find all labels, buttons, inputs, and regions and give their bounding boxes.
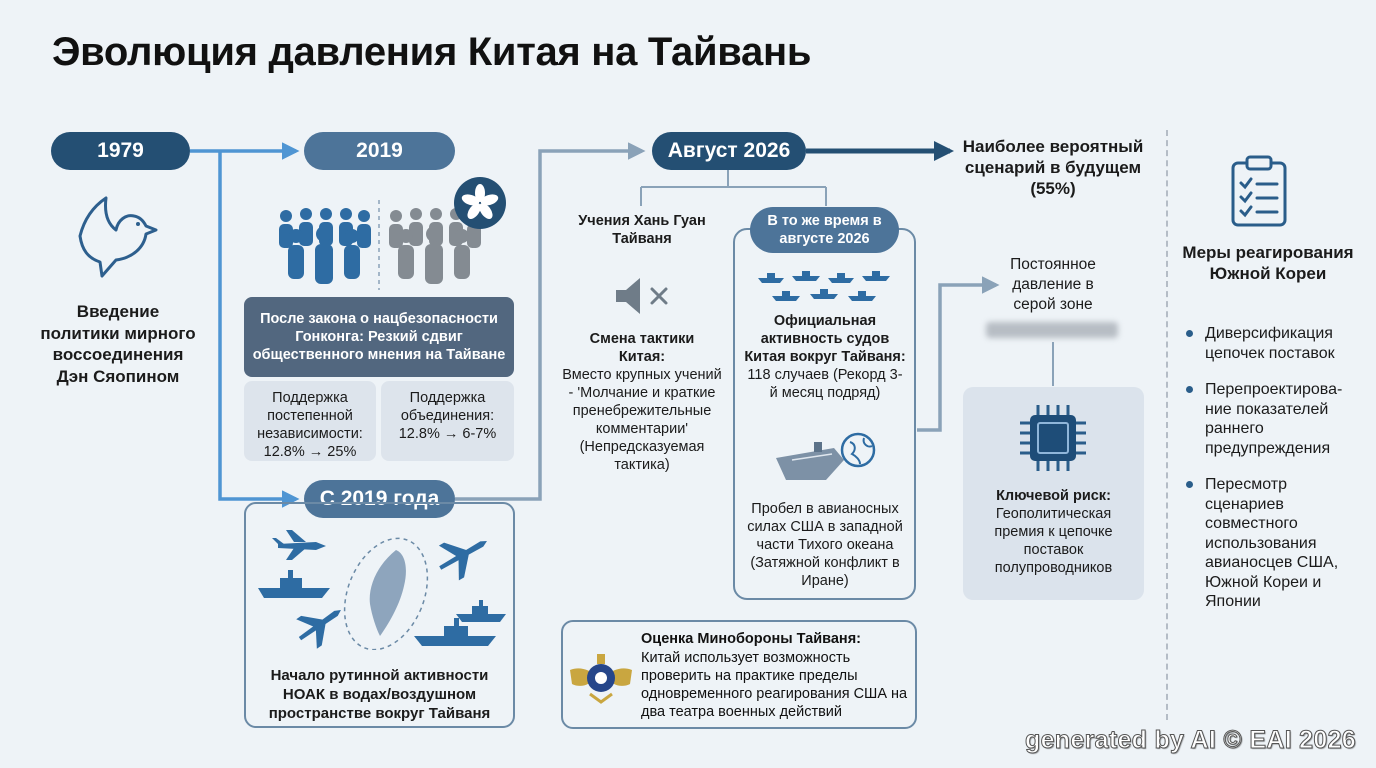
taiwan-island-icon [370, 550, 406, 636]
people-group-blue-icon [276, 204, 372, 288]
tactic-text: Вместо крупных учений - 'Молчание и краткие пренебрежительные комментарии' (Непредсказуемая тактика) [562, 367, 722, 473]
checklist-clipboard-icon [1230, 155, 1288, 227]
warship-icon [258, 570, 330, 598]
split-line [641, 170, 826, 206]
bullet-icon [1186, 386, 1193, 393]
gray-zone-text: Постоянное давление в серой зоне [1010, 256, 1096, 313]
dove-icon [74, 196, 160, 282]
mod-emblem-icon [566, 646, 636, 706]
warship-icon [414, 618, 496, 646]
list-item: Диверсификация цепочек поставок [1186, 324, 1366, 363]
year-2019-pill: 2019 [304, 132, 455, 170]
since-2019-pill: С 2019 года [304, 480, 455, 518]
page-title: Эволюция давления Китая на Тайвань [52, 30, 812, 74]
tactic-title: Смена тактики Китая: [589, 331, 695, 365]
year-1979-pill: 1979 [51, 132, 190, 170]
redacted-bar [986, 322, 1118, 338]
independence-stat-box: Поддержка постепенной независимости: 12.8% → 25% [244, 381, 376, 461]
airplane-icon [290, 595, 352, 650]
same-time-header: В то же время в августе 2026 [750, 207, 899, 253]
korea-measures-list [1186, 324, 1366, 629]
list-item: Пересмотр сценариев совместного использования авианосцев США, Южной Кореи и Японии [1186, 475, 1366, 612]
section-divider [1166, 130, 1168, 720]
vessels-text: 118 случаев (Рекорд 3-й месяц подряд) [747, 367, 903, 401]
muted-speaker-icon [612, 276, 672, 316]
hk-law-card: После закона о нацбезопасности Гонконга: Резкий сдвиг общественного мнения на Тайване [244, 297, 514, 377]
military-activity-icons [256, 520, 506, 650]
future-scenario-text: Наиболее вероятный сценарий в будущем (55%) [962, 137, 1144, 198]
watermark: generated by AI © EAI 2026 [1025, 726, 1356, 754]
carrier-gap-text: Пробел в авианосных силах США в западной части Тихого океана (Затяжной конфликт в Иране) [747, 501, 903, 589]
aircraft-carrier-icon [772, 430, 882, 486]
airplane-icon [430, 524, 497, 586]
policy-1979-text: Введение политики мирного воссоединения Дэн Сяопином [40, 302, 196, 386]
vessel-fleet-icon [754, 266, 894, 306]
hong-kong-flower-icon [453, 176, 507, 230]
vessels-title: Официальная активность судов Китая вокруг Тайваня: [744, 313, 906, 365]
aug-2026-pill: Август 2026 [652, 132, 806, 170]
bullet-icon [1186, 330, 1193, 337]
list-item: Перепроектирова-ние показателей раннего предупреждения [1186, 380, 1366, 458]
microchip-icon [1018, 403, 1088, 473]
pla-activity-text: Начало рутинной активности НОАК в водах/воздушном пространстве вокруг Тайваня [268, 667, 491, 722]
bullet-icon [1186, 481, 1193, 488]
key-risk-text: Геополитическая премия к цепочке поставок полупроводников [994, 506, 1113, 576]
mod-title: Оценка Минобороны Тайваня: [641, 631, 861, 647]
warship-icon [456, 600, 506, 622]
han-kuang-label: Учения Хань Гуан Тайваня [578, 213, 706, 247]
fighter-jet-icon [272, 530, 326, 560]
key-risk-title: Ключевой риск: [996, 488, 1111, 504]
globe-icon [842, 434, 874, 466]
korea-measures-title: Меры реагирования Южной Кореи [1182, 243, 1354, 283]
mod-text: Китай использует возможность проверить на практике пределы одновременного реагирования США на два театра военных действий [641, 650, 908, 720]
unification-stat-box: Поддержка объединения: 12.8% → 6-7% [381, 381, 514, 461]
